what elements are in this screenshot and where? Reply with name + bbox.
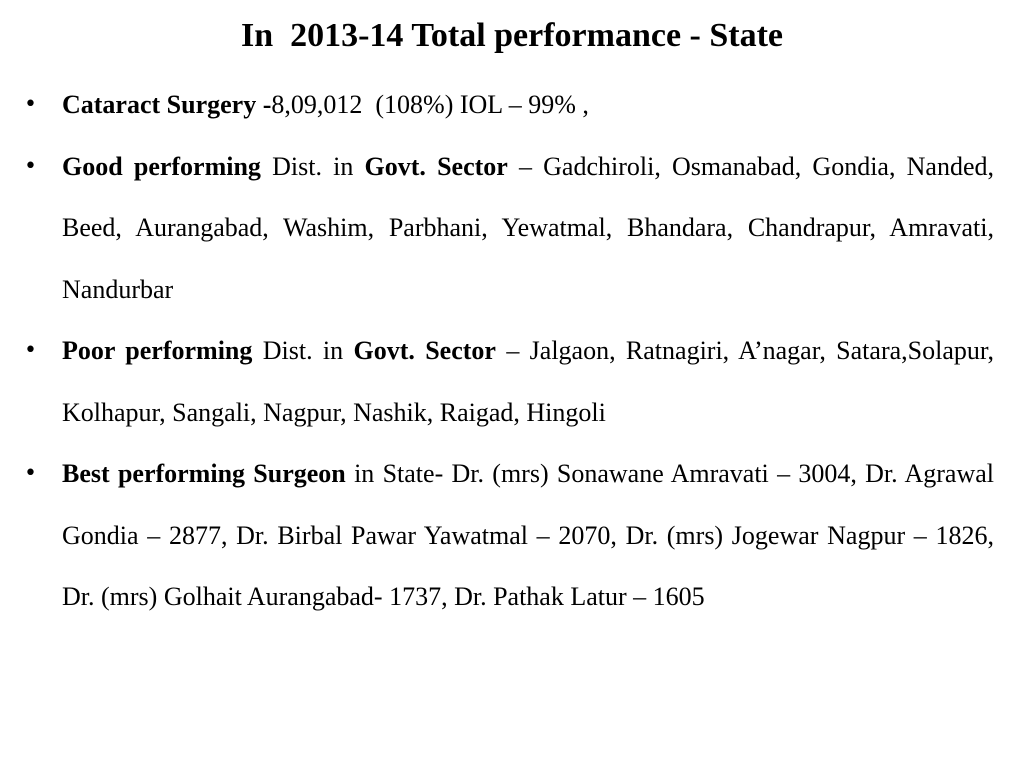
- bullet-dot-icon: •: [24, 461, 37, 486]
- bullet-poor-performing: [24, 320, 994, 443]
- bullet-lead: Cataract Surgery -: [62, 90, 272, 119]
- bullet-sector: Govt. Sector: [364, 151, 508, 181]
- bullet-dot-icon: •: [24, 153, 37, 179]
- bullet-list: [24, 74, 994, 628]
- bullet-mid: Dist. in: [252, 336, 354, 365]
- bullet-text: – Jalgaon, Ratnagiri, A’nagar, Satara,Solapur, Kolhapur, Sangali, Nagpur, Nashik, Raigad, Hingoli: [62, 336, 994, 427]
- slide-title: In 2013-14 Total performance - State: [240, 17, 784, 54]
- bullet-good-performing: [24, 136, 994, 321]
- bullet-best-surgeon: [24, 443, 994, 628]
- bullet-dot-icon: •: [24, 338, 37, 363]
- bullet-text: in State- Dr. (mrs) Sonawane Amravati – 3004, Dr. Agrawal Gondia – 2877, Dr. Birbal Pawar Yawatmal – 2070, Dr. (mrs) Jogewar Nagpur – 1826, Dr. (mrs) Golhait Aurangabad- 1737, Dr. Pathak Latur – 1605: [62, 459, 995, 611]
- bullet-lead: Good performing: [62, 151, 261, 181]
- bullet-text: 8,09,012 (108%) IOL – 99% ,: [271, 90, 589, 119]
- bullet-text: – Gadchiroli, Osmanabad, Gondia, Nanded, Beed, Aurangabad, Washim, Parbhani, Yewatmal, Bhandara, Chandrapur, Amravati, Nandurbar: [62, 151, 994, 304]
- bullet-dot-icon: •: [24, 92, 37, 117]
- bullet-sector: Govt. Sector: [353, 336, 496, 365]
- bullet-lead: Best performing Surgeon: [62, 459, 346, 488]
- bullet-lead: Poor performing: [62, 336, 253, 365]
- bullet-cataract-surgery: [24, 74, 994, 136]
- bullet-mid: Dist. in: [260, 151, 365, 181]
